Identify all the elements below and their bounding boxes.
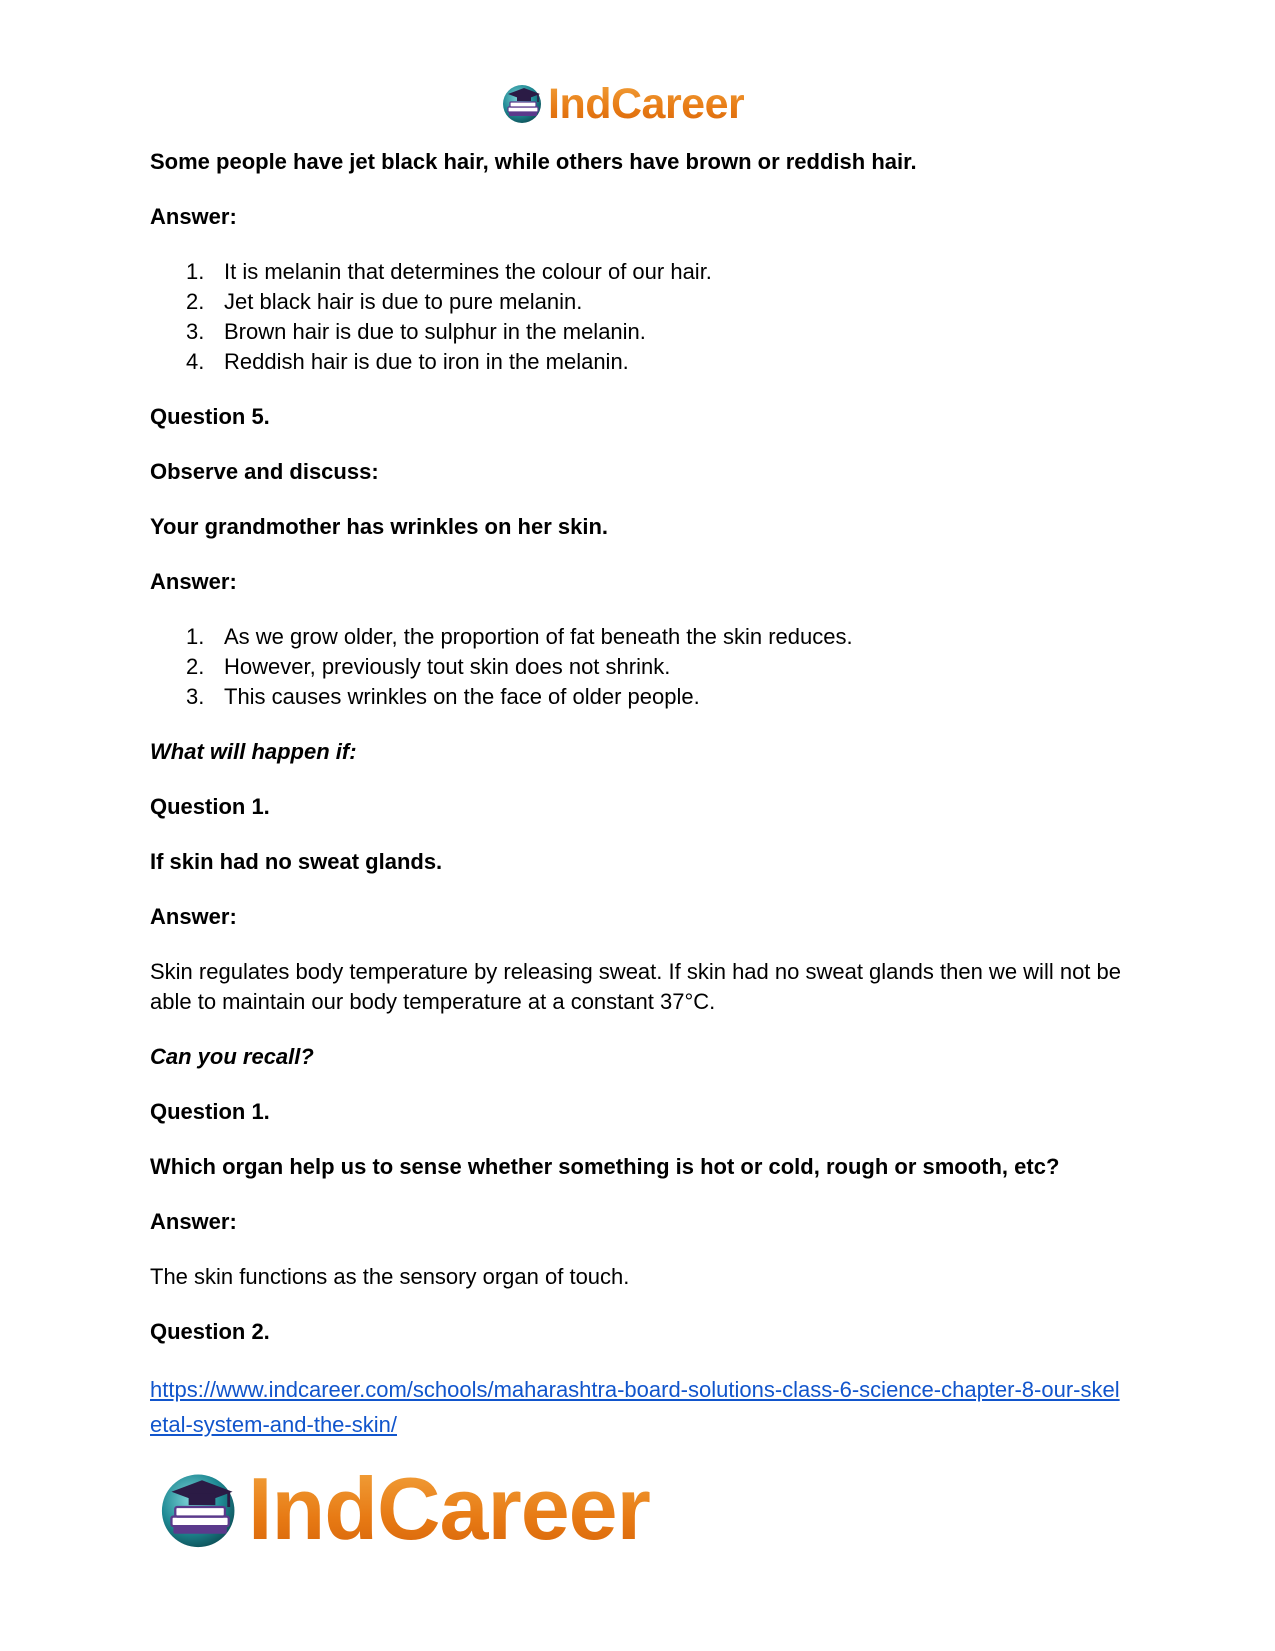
logo-wordmark: IndCareer	[248, 1459, 650, 1558]
answer-label: Answer:	[150, 904, 237, 929]
list-number: 1.	[186, 624, 205, 649]
list-text: Brown hair is due to sulphur in the melanin.	[224, 319, 646, 344]
list-text: Jet black hair is due to pure melanin.	[224, 289, 583, 314]
logo-wordmark: IndCareer	[548, 80, 745, 128]
answer-text: Skin regulates body temperature by releasing sweat. If skin had no sweat glands then we will not be able to maintain our body temperature at a constant 37°C.	[150, 959, 1121, 1014]
question-statement: Your grandmother has wrinkles on her skin.	[150, 514, 609, 539]
list-text: Reddish hair is due to iron in the melanin.	[224, 349, 629, 374]
list-item	[150, 652, 1130, 682]
list-number: 2.	[186, 289, 205, 314]
list-text: This causes wrinkles on the face of older people.	[224, 684, 700, 709]
list-number: 4.	[186, 349, 205, 374]
list-text: As we grow older, the proportion of fat beneath the skin reduces.	[224, 624, 853, 649]
answer-label: Answer:	[150, 569, 237, 594]
list-number: 1.	[186, 259, 205, 284]
question-label: Question 2.	[150, 1319, 270, 1344]
footer-logo	[160, 1459, 650, 1558]
question-label: Question 5.	[150, 404, 270, 429]
question-statement: Which organ help us to sense whether something is hot or cold, rough or smooth, etc?	[150, 1154, 1060, 1179]
list-number: 3.	[186, 684, 205, 709]
list-item	[150, 622, 1130, 652]
list-text: It is melanin that determines the colour of our hair.	[224, 259, 712, 284]
list-number: 3.	[186, 319, 205, 344]
list-item	[150, 257, 1130, 287]
answer-label: Answer:	[150, 1209, 237, 1234]
wrinkle-answer-list	[150, 622, 1130, 712]
question-statement: If skin had no sweat glands.	[150, 849, 443, 874]
section-heading: What will happen if:	[150, 739, 357, 764]
answer-label: Answer:	[150, 204, 237, 229]
hair-answer-list	[150, 257, 1130, 377]
question-label: Question 1.	[150, 794, 270, 819]
list-item	[150, 317, 1130, 347]
question-statement: Some people have jet black hair, while others have brown or reddish hair.	[150, 149, 917, 174]
list-item	[150, 347, 1130, 377]
list-item	[150, 287, 1130, 317]
answer-text: The skin functions as the sensory organ of touch.	[150, 1264, 630, 1289]
graduation-cap-books-globe-icon	[502, 80, 546, 129]
graduation-cap-books-globe-icon	[160, 1465, 244, 1554]
document-content	[150, 147, 1130, 1442]
list-text: However, previously tout skin does not shrink.	[224, 654, 671, 679]
header-logo	[502, 80, 744, 128]
list-number: 2.	[186, 654, 205, 679]
list-item	[150, 682, 1130, 712]
question-label: Question 1.	[150, 1099, 270, 1124]
source-link[interactable]: https://www.indcareer.com/schools/maharashtra-board-solutions-class-6-science-chapter-8-our-skeletal-system-and-the-skin/	[150, 1377, 1120, 1437]
section-heading: Can you recall?	[150, 1044, 314, 1069]
section-label: Observe and discuss:	[150, 459, 379, 484]
